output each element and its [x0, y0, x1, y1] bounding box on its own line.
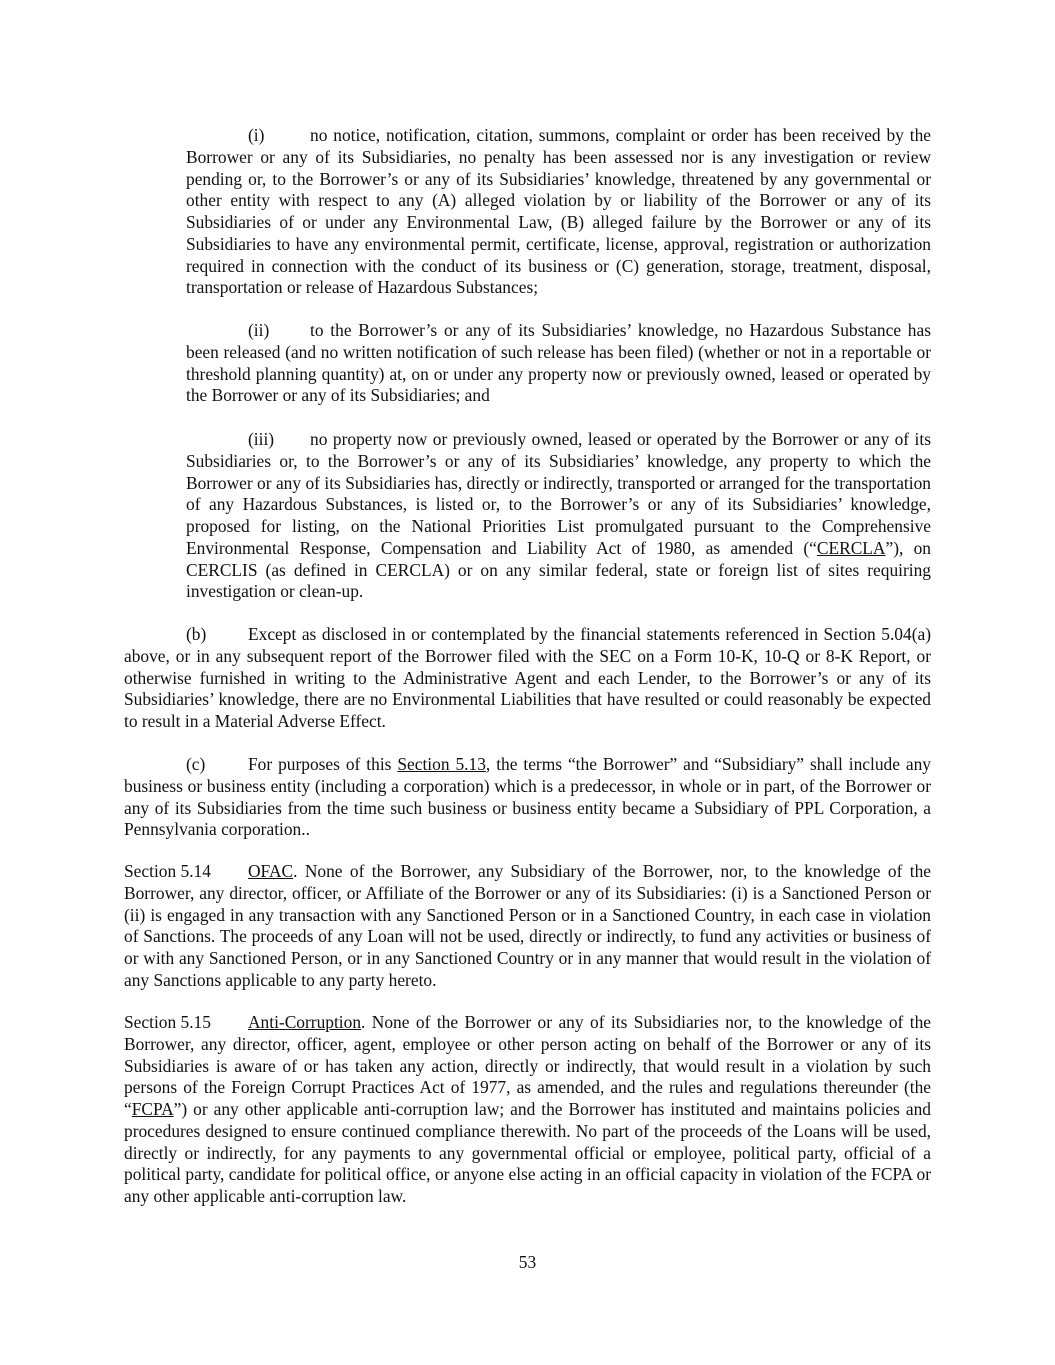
clause-text: no property now or previously owned, leased or operated by the Borrower or any of its Subsidiaries or, to the Borrower’s or any of its Subsidiaries’ knowledge, any property to which the Borrower or any of its Subsidiaries has, directly or indirectly, transported or arranged for the transportation of any Hazardous Substances, is listed or, to the Borrower’s or any of its Subsidiaries’ knowledge, proposed for listing, on the National Priorities List promulgated pursuant to the Comprehensive Environmental Response, Compensation and Liability Act of 1980, as amended (“	[186, 429, 931, 558]
section-text-continued: ”) or any other applicable anti-corruption law; and the Borrower has instituted and maintains policies and procedures designed to ensure continued compliance therewith. No part of the proceeds of the Loans will be used, directly or indirectly, for any payments to any governmental official or employee, political party, official of a political party, candidate for political office, or anyone else acting in an official capacity in violation of the FCPA or any other applicable anti-corruption law.	[124, 1099, 931, 1206]
clause-number: (c)	[186, 754, 206, 774]
clause-number: (ii)	[248, 320, 270, 340]
clause-number: (b)	[186, 624, 207, 644]
section-text: . None of the Borrower or any of its Subsidiaries nor, to the knowledge of the Borrower, any director, officer, agent, employee or other person acting on behalf of the Borrower or any of its Subsidiaries is aware of or has taken any action, directly or indirectly, that would result in a violation by such persons of the Foreign Corrupt Practices Act of 1977, as amended, and the rules and regulations thereunder (the “	[124, 1012, 931, 1119]
clause-b	[124, 624, 931, 733]
defined-term-fcpa: FCPA	[131, 1099, 174, 1119]
clause-text-continued: ”), on CERCLIS (as defined in CERCLA) or on any similar federal, state or foreign list of sites requiring investigation or clean-up.	[186, 537, 931, 602]
clause-text: Except as disclosed in or contemplated by the financial statements referenced in Section 5.04(a) above, or in any subsequent report of the Borrower filed with the SEC on a Form 10-K, 10-Q or 8-K Report, or otherwise furnished in writing to the Administrative Agent and each Lender, to the Borrower’s or any of its Subsidiaries’ knowledge, there are no Environmental Liabilities that have resulted or could reasonably be expected to result in a Material Adverse Effect.	[124, 624, 931, 731]
page-number: 53	[518, 1252, 537, 1272]
section-number: Section 5.15	[124, 1012, 211, 1032]
clause-i	[186, 125, 931, 299]
section-heading: OFAC	[248, 861, 294, 881]
clause-ii	[186, 320, 931, 407]
clause-text: no notice, notification, citation, summons, complaint or order has been received by the Borrower or any of its Subsidiaries, no penalty has been assessed nor is any investigation or review pending or, to the Borrower’s or any of its Subsidiaries’ knowledge, threatened by any governmental or other entity with respect to any (A) alleged violation by or liability of the Borrower or any of its Subsidiaries of or under any Environmental Law, (B) alleged failure by the Borrower or any of its Subsidiaries to have any environmental permit, certificate, license, approval, registration or authorization required in connection with the conduct of its business or (C) generation, storage, treatment, disposal, transportation or release of Hazardous Substances;	[186, 125, 931, 298]
section-5-15	[124, 1012, 931, 1208]
clause-iii	[186, 429, 931, 603]
clause-text: For purposes of this	[248, 754, 398, 774]
section-text: . None of the Borrower, any Subsidiary of the Borrower, nor, to the knowledge of the Borrower, any director, officer, or Affiliate of the Borrower or any of its Subsidiaries: (i) is a Sanctioned Person or (ii) is engaged in any transaction with any Sanctioned Person or in a Sanctioned Country, in each case in violation of Sanctions. The proceeds of any Loan will not be used, directly or indirectly, to fund any activities or business of or with any Sanctioned Person, or in any Sanctioned Country or in any manner that would result in the violation of any Sanctions applicable to any party hereto.	[124, 861, 931, 990]
section-5-14	[124, 861, 931, 992]
clause-text-continued: , the terms “the Borrower” and “Subsidiary” shall include any business or business entity (including a corporation) which is a predecessor, in whole or in part, of the Borrower or any of its Subsidiaries from the time such business or business entity became a Subsidiary of PPL Corporation, a Pennsylvania corporation..	[124, 754, 931, 840]
section-number: Section 5.14	[124, 861, 211, 881]
clause-text: to the Borrower’s or any of its Subsidiaries’ knowledge, no Hazardous Substance has been released (and no written notification of such release has been filed) (whether or not in a reportable or threshold planning quantity) at, on or under any property now or previously owned, leased or operated by the Borrower or any of its Subsidiaries; and	[186, 320, 931, 406]
clause-c	[124, 754, 931, 841]
defined-term-cercla: CERCLA	[816, 537, 886, 558]
section-heading: Anti-Corruption	[248, 1012, 362, 1032]
section-reference: Section 5.13	[397, 754, 486, 774]
clause-number: (iii)	[248, 429, 275, 449]
clause-number: (i)	[248, 125, 265, 145]
